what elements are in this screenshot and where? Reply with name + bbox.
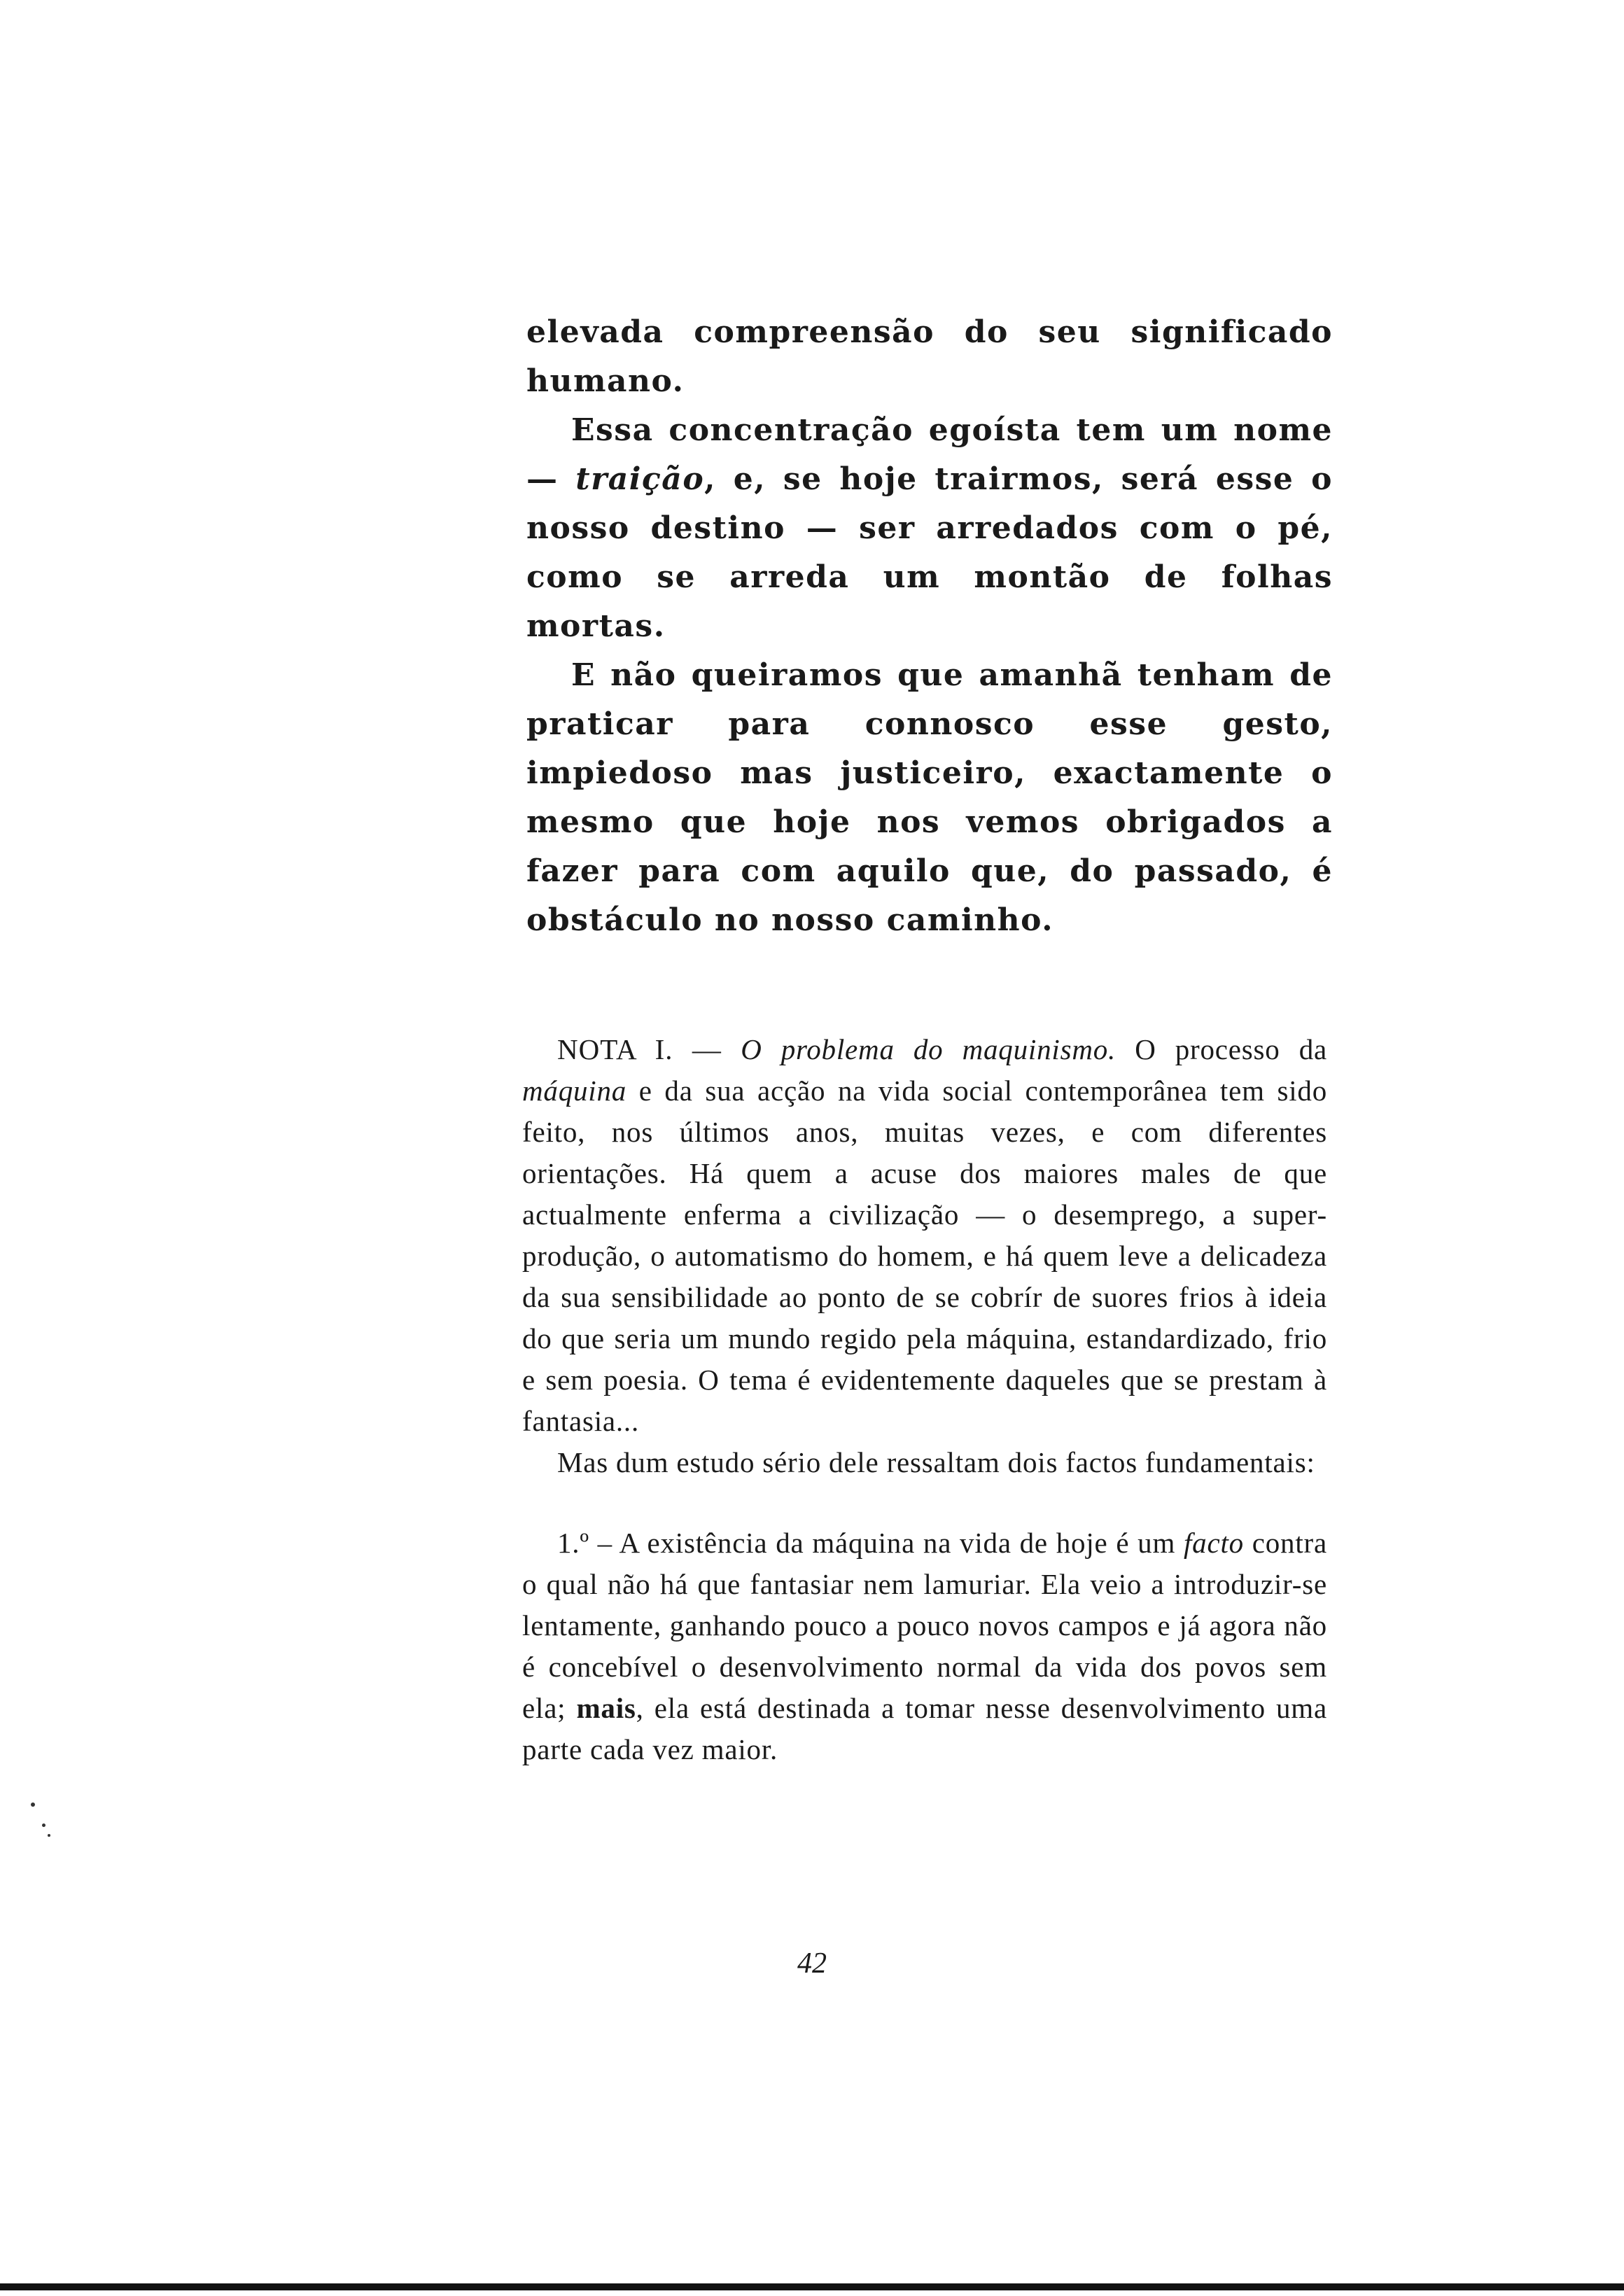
note-paragraph-1: NOTA I. — O problema do maquinismo. O processo da máquina e da sua acção na vida social contemporânea tem sido feito, nos últimos anos, muitas vezes, e com diferentes orientações. Há quem a acuse dos maiores males de que actualmente enferma a civilização — o desemprego, a super-produção, o automatismo do homem, e há quem leve a delicadeza da sua sensibilidade ao ponto de se cobrír de suores frios à ideia do que seria um mundo regido pela máquina, estandardizado, frio e sem poesia. O tema é evidentemente daqueles que se prestam à fantasia...	[522, 1033, 1328, 1437]
note-label: NOTA I. —	[557, 1033, 741, 1065]
note-title: O problema do maquinismo.	[741, 1033, 1116, 1065]
scan-speck	[42, 1823, 46, 1827]
emphasis-mais: mais	[576, 1692, 636, 1724]
page-number: 42	[797, 1947, 827, 1980]
footnote-block	[522, 1029, 1327, 1770]
main-paragraph-2: Essa concentração egoísta tem um nome — traição, e, se hoje trairmos, será esse o nosso destino — ser arredados com o pé, como se arreda um montão de folhas mortas.	[526, 412, 1333, 644]
scan-bottom-edge	[0, 2283, 1624, 2290]
note-paragraph-3: 1.º – A existência da máquina na vida de hoje é um facto contra o qual não há que fantasiar nem lamuriar. Ela veio a introduzir-se lentamente, ganhando pouco a pouco novos campos e já agora não é concebível o desenvolvimento normal da vida dos povos sem ela; mais, ela está destinada a tomar nesse desenvolvimento uma parte cada vez maior.	[522, 1527, 1327, 1765]
emphasis-facto: facto	[1183, 1527, 1244, 1559]
note-paragraph-2: Mas dum estudo sério dele ressaltam dois factos fundamentais:	[557, 1446, 1315, 1478]
main-paragraph-1: elevada compreensão do seu significado humano.	[526, 314, 1333, 399]
emphasis-traicao: traição	[575, 461, 705, 497]
emphasis-maquina: máquina	[522, 1074, 627, 1107]
main-paragraph-3: E não queiramos que amanhã tenham de praticar para connosco esse gesto, impiedoso mas justiceiro, exactamente o mesmo que hoje nos vemos obrigados a fazer para com aquilo que, do passado, é obstáculo no nosso caminho.	[526, 657, 1333, 938]
main-body-text	[526, 308, 1333, 945]
scan-speck	[31, 1802, 35, 1807]
scan-speck	[48, 1834, 50, 1837]
